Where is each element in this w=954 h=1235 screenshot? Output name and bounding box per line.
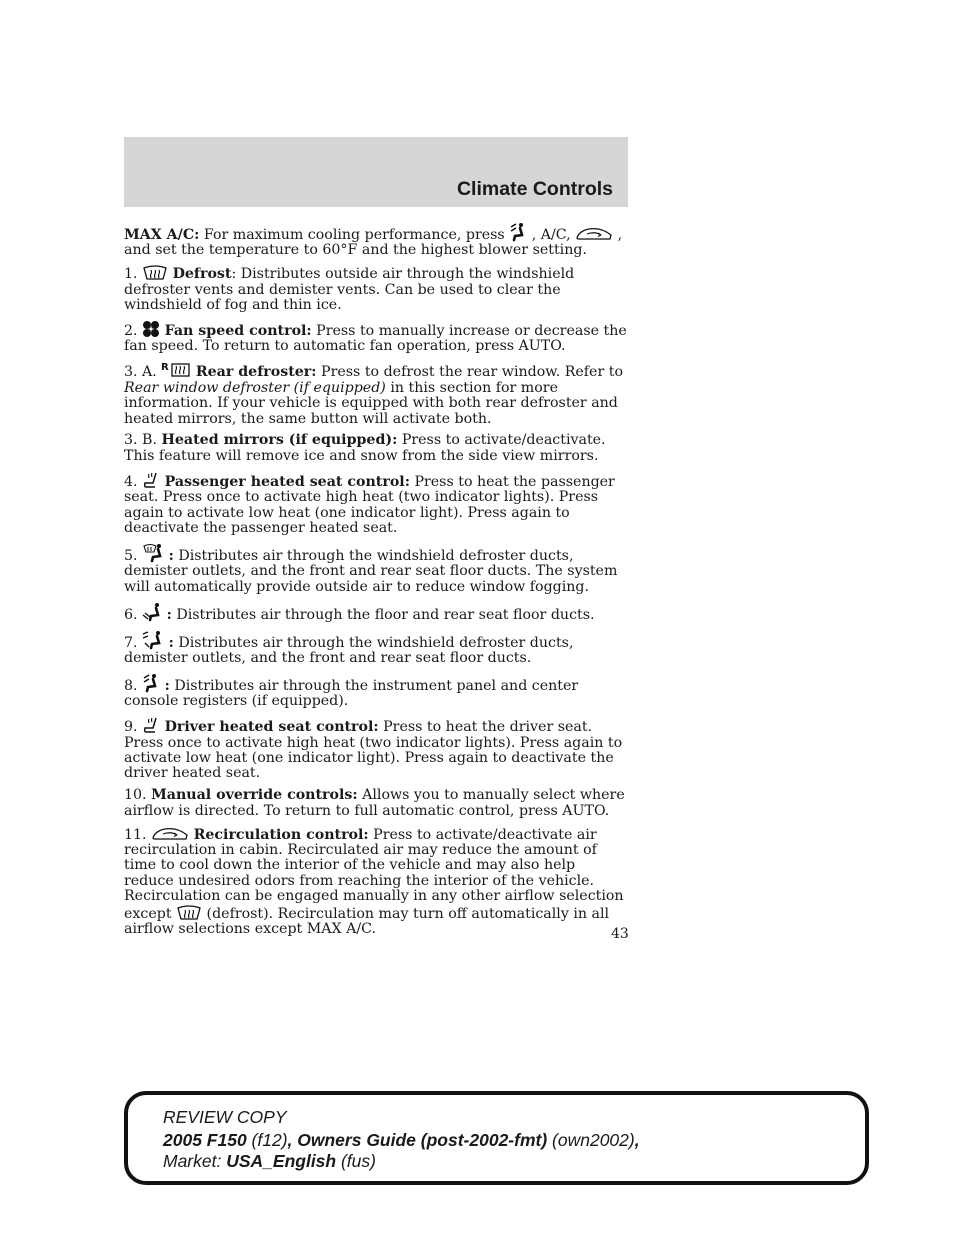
item-floor-mode: 6. : Distributes air through the floor and rear seat floor ducts. — [124, 602, 629, 623]
rear-defrost-icon — [161, 361, 191, 379]
footer-review-copy: REVIEW COPY — [163, 1107, 287, 1127]
defrost-label: Defrost — [172, 266, 232, 283]
item-driver-heated-seat: 9. Driver heated seat control: Press to heat the driver seat. Press once to activate high heat (two indicator lights). Press again to activate low heat (one indicator light). Press again to deactivate the driver heated seat. — [124, 716, 629, 782]
item-heated-mirrors: 3. B. Heated mirrors (if equipped): Press to activate/deactivate. This feature will remove ice and snow from the side view mirrors. — [124, 432, 606, 464]
item-passenger-heated-seat: 4. Passenger heated seat control: Press to heat the passenger seat. Press once to activate high heat (two indicator lights). Press again to activate low heat (one indicator light). Press again to deactivate the passenger heated seat. — [124, 471, 629, 537]
page-content — [124, 222, 629, 944]
item-floor-defrost-mode: 5. : Distributes air through the windshield defroster ducts, demister outlets, and the front and rear seat floor ducts. The system will automatically provide outside air to reduce window fogging. — [124, 543, 629, 595]
rear-defroster-reference: Rear window defroster (if equipped) — [124, 379, 386, 396]
floor-defrost-icon — [142, 543, 164, 563]
floor-vent-icon — [142, 602, 162, 622]
footer-document-info: 2005 F150 (f12), Owners Guide (post-2002-fmt) (own2002), — [163, 1130, 640, 1150]
footer-market-info: Market: USA_English (fus) — [163, 1151, 376, 1171]
heated-mirrors-label: Heated mirrors (if equipped): — [161, 432, 398, 449]
recirculation-icon — [151, 826, 189, 842]
item-defrost: 1. Defrost: Distributes outside air through the windshield defroster vents and demister vents. Can be used to clear the windshield of fog and thin ice. — [124, 266, 575, 314]
item-recirculation: 11. Recirculation control: Press to activate/deactivate air recirculation in cabin. Recirculated air may reduce the amount of time to cool down the interior of the vehicle and may also help reduce undesired odors from reaching the interior of the vehicle. Recirculation can be engaged manually in any other airflow selection except (defrost). Recirculation may turn off automatically in all airflow selections except MAX A/C. — [124, 826, 624, 938]
max-ac-paragraph: MAX A/C: For maximum cooling performance, press , A/C, , and set the temperature to 60°F and the highest blower setting. — [124, 222, 629, 259]
section-title: Climate Controls — [456, 178, 613, 200]
review-copy-footer — [124, 1091, 869, 1185]
windshield-floor-icon — [142, 630, 164, 650]
item-rear-defroster: 3. A. R Rear defroster: Press to defrost the rear window. Refer to Rear window defroster (if equipped) in this section for more information. If your vehicle is equipped with both rear defroster and heated mirrors, the same button will activate both. — [124, 362, 623, 427]
defrost-icon — [142, 265, 168, 281]
heated-seat-icon — [142, 716, 160, 734]
item-fan-speed: 2. Fan speed control: Press to manually increase or decrease the fan speed. To return to automatic fan operation, press AUTO. — [124, 320, 629, 355]
fan-speed-label: Fan speed control: — [164, 323, 312, 340]
svg-text:R: R — [161, 362, 170, 374]
panel-vent-icon — [509, 222, 527, 242]
rear-defroster-label: Rear defroster: — [195, 364, 317, 381]
defrost-icon — [176, 905, 202, 921]
max-ac-label: MAX A/C: — [124, 227, 200, 243]
heated-seat-icon — [142, 471, 160, 489]
page-number: 43 — [611, 926, 629, 942]
recirculation-label: Recirculation control: — [193, 826, 369, 843]
recirculation-icon — [575, 226, 613, 242]
item-windshield-floor-mode: 7. : Distributes air through the windshield defroster ducts, demister outlets, and the front and rear seat floor ducts. — [124, 630, 629, 667]
fan-icon — [142, 320, 160, 338]
panel-vent-icon — [142, 673, 160, 693]
manual-override-label: Manual override controls: — [151, 787, 358, 804]
item-panel-mode: 8. : Distributes air through the instrument panel and center console registers (if equipped). — [124, 673, 629, 710]
item-manual-override: 10. Manual override controls: Allows you to manually select where airflow is directed. To return to full automatic control, press AUTO. — [124, 787, 625, 819]
driver-heated-seat-label: Driver heated seat control: — [164, 719, 379, 736]
section-header-band — [124, 137, 628, 207]
passenger-heated-seat-label: Passenger heated seat control: — [164, 473, 410, 490]
